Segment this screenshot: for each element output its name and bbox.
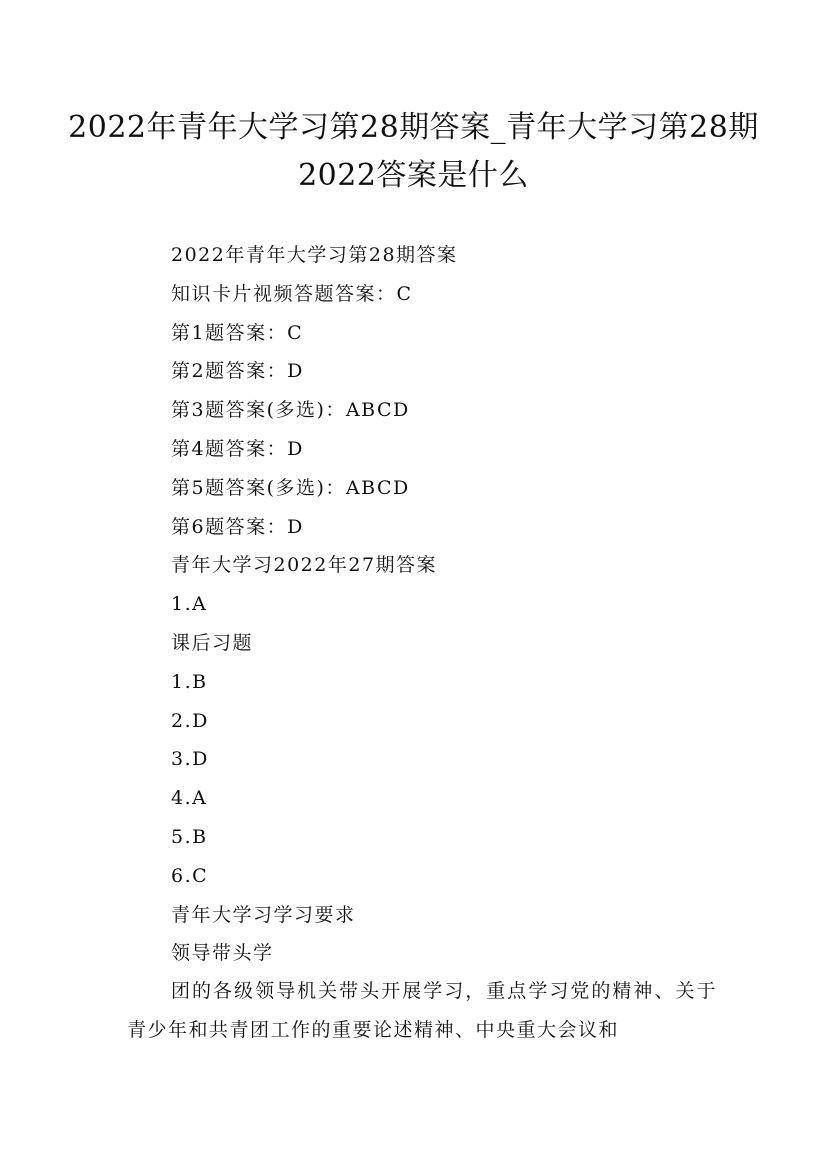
text-line: 1.B [171, 670, 208, 693]
text-line: 4.A [171, 787, 208, 810]
text-line: 知识卡片视频答题答案：C [171, 282, 413, 305]
text-line: 2.D [171, 709, 209, 732]
text-line: 第1题答案：C [171, 321, 304, 344]
text-line: 5.B [171, 825, 208, 848]
text-line: 第6题答案：D [171, 515, 304, 538]
text-line: 青年大学习学习要求 [171, 903, 356, 926]
text-line: 2022年青年大学习第28期答案 [171, 244, 458, 266]
text-line: 领导带头学 [171, 942, 274, 965]
text-line: 第4题答案：D [171, 437, 304, 460]
text-line: 课后习题 [171, 631, 254, 654]
text-line: 3.D [171, 748, 209, 771]
document-title: 2022年青年大学习第28期答案_青年大学习第28期2022答案是什么 [68, 110, 759, 193]
text-line: 第3题答案(多选)：ABCD [171, 399, 410, 422]
text-line: 第5题答案(多选)：ABCD [171, 476, 410, 499]
text-line: 1.A [171, 593, 208, 616]
text-line: 6.C [171, 864, 209, 887]
answer-list [171, 236, 458, 973]
text-line: 第2题答案：D [171, 360, 304, 383]
text-line: 青年大学习2022年27期答案 [171, 554, 438, 577]
body-paragraph: 团的各级领导机关带头开展学习，重点学习党的精神、关于青少年和共青团工作的重要论述精神、中央重大会议和 [127, 980, 717, 1041]
